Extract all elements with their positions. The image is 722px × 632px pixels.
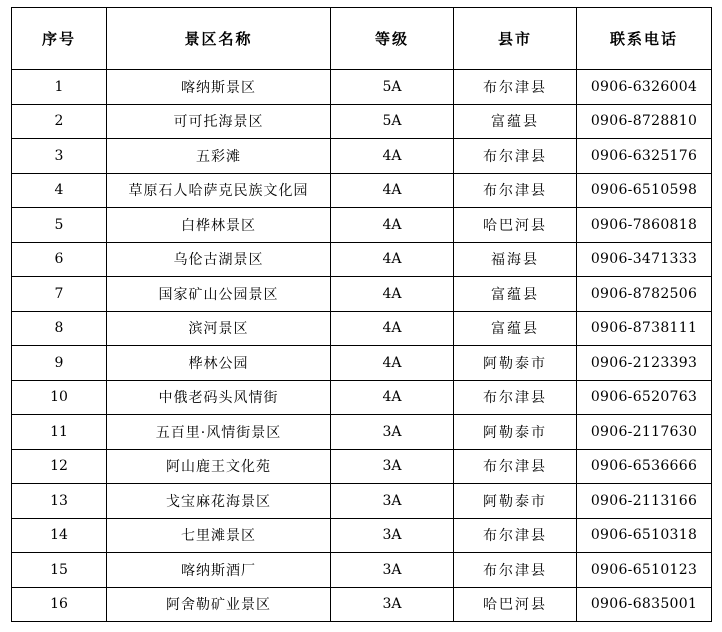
cell-level: 4A	[331, 139, 454, 174]
cell-level: 4A	[331, 242, 454, 277]
cell-phone: 0906-6835001	[577, 587, 712, 622]
cell-number: 9	[12, 346, 107, 381]
cell-phone: 0906-2113166	[577, 484, 712, 519]
cell-phone: 0906-6510318	[577, 518, 712, 553]
cell-county: 哈巴河县	[454, 208, 577, 243]
cell-county: 阿勒泰市	[454, 415, 577, 450]
cell-county: 阿勒泰市	[454, 484, 577, 519]
cell-phone: 0906-3471333	[577, 242, 712, 277]
table-row	[12, 242, 712, 277]
cell-number: 1	[12, 70, 107, 105]
cell-county: 富蕴县	[454, 277, 577, 312]
cell-phone: 0906-6520763	[577, 380, 712, 415]
table-row	[12, 173, 712, 208]
cell-level: 3A	[331, 415, 454, 450]
header-spot-name: 景区名称	[107, 8, 331, 70]
cell-number: 6	[12, 242, 107, 277]
cell-level: 3A	[331, 518, 454, 553]
cell-number: 11	[12, 415, 107, 450]
cell-level: 4A	[331, 380, 454, 415]
cell-level: 3A	[331, 587, 454, 622]
cell-spot-name: 戈宝麻花海景区	[107, 484, 331, 519]
cell-spot-name: 阿山鹿王文化苑	[107, 449, 331, 484]
cell-number: 8	[12, 311, 107, 346]
table-row	[12, 208, 712, 243]
cell-level: 4A	[331, 311, 454, 346]
header-county: 县市	[454, 8, 577, 70]
cell-level: 3A	[331, 449, 454, 484]
table-row	[12, 346, 712, 381]
cell-county: 布尔津县	[454, 518, 577, 553]
cell-spot-name: 喀纳斯景区	[107, 70, 331, 105]
table-row	[12, 484, 712, 519]
cell-phone: 0906-8738111	[577, 311, 712, 346]
table-body	[12, 70, 712, 622]
cell-phone: 0906-6510598	[577, 173, 712, 208]
header-level: 等级	[331, 8, 454, 70]
cell-spot-name: 喀纳斯酒厂	[107, 553, 331, 588]
cell-number: 14	[12, 518, 107, 553]
header-phone: 联系电话	[577, 8, 712, 70]
table-row	[12, 70, 712, 105]
cell-phone: 0906-2123393	[577, 346, 712, 381]
table-row	[12, 104, 712, 139]
cell-number: 16	[12, 587, 107, 622]
cell-spot-name: 中俄老码头风情街	[107, 380, 331, 415]
scenic-spots-table	[11, 7, 712, 622]
cell-county: 布尔津县	[454, 173, 577, 208]
table-row	[12, 553, 712, 588]
table-row	[12, 380, 712, 415]
cell-spot-name: 草原石人哈萨克民族文化园	[107, 173, 331, 208]
table-row	[12, 139, 712, 174]
header-number: 序号	[12, 8, 107, 70]
cell-county: 布尔津县	[454, 449, 577, 484]
cell-level: 3A	[331, 484, 454, 519]
cell-phone: 0906-2117630	[577, 415, 712, 450]
cell-county: 布尔津县	[454, 70, 577, 105]
cell-number: 13	[12, 484, 107, 519]
cell-phone: 0906-7860818	[577, 208, 712, 243]
cell-number: 10	[12, 380, 107, 415]
cell-phone: 0906-8728810	[577, 104, 712, 139]
cell-number: 3	[12, 139, 107, 174]
cell-spot-name: 滨河景区	[107, 311, 331, 346]
cell-level: 4A	[331, 277, 454, 312]
cell-level: 5A	[331, 104, 454, 139]
cell-county: 阿勒泰市	[454, 346, 577, 381]
cell-county: 富蕴县	[454, 311, 577, 346]
cell-spot-name: 桦林公园	[107, 346, 331, 381]
cell-county: 福海县	[454, 242, 577, 277]
cell-level: 3A	[331, 553, 454, 588]
cell-spot-name: 五百里·风情街景区	[107, 415, 331, 450]
table-header	[12, 8, 712, 70]
cell-spot-name: 阿舍勒矿业景区	[107, 587, 331, 622]
cell-number: 2	[12, 104, 107, 139]
cell-phone: 0906-8782506	[577, 277, 712, 312]
cell-spot-name: 七里滩景区	[107, 518, 331, 553]
table-row	[12, 415, 712, 450]
cell-level: 4A	[331, 346, 454, 381]
header-row	[12, 8, 712, 70]
table-row	[12, 587, 712, 622]
cell-spot-name: 可可托海景区	[107, 104, 331, 139]
cell-county: 富蕴县	[454, 104, 577, 139]
cell-number: 15	[12, 553, 107, 588]
cell-phone: 0906-6510123	[577, 553, 712, 588]
cell-phone: 0906-6325176	[577, 139, 712, 174]
cell-phone: 0906-6326004	[577, 70, 712, 105]
cell-county: 布尔津县	[454, 139, 577, 174]
table-row	[12, 311, 712, 346]
cell-phone: 0906-6536666	[577, 449, 712, 484]
cell-county: 哈巴河县	[454, 587, 577, 622]
cell-spot-name: 五彩滩	[107, 139, 331, 174]
cell-spot-name: 国家矿山公园景区	[107, 277, 331, 312]
cell-number: 5	[12, 208, 107, 243]
table-row	[12, 518, 712, 553]
cell-county: 布尔津县	[454, 553, 577, 588]
cell-number: 12	[12, 449, 107, 484]
cell-level: 4A	[331, 208, 454, 243]
table-row	[12, 277, 712, 312]
cell-number: 7	[12, 277, 107, 312]
cell-county: 布尔津县	[454, 380, 577, 415]
cell-level: 5A	[331, 70, 454, 105]
cell-spot-name: 白桦林景区	[107, 208, 331, 243]
table-row	[12, 449, 712, 484]
cell-number: 4	[12, 173, 107, 208]
cell-level: 4A	[331, 173, 454, 208]
cell-spot-name: 乌伦古湖景区	[107, 242, 331, 277]
